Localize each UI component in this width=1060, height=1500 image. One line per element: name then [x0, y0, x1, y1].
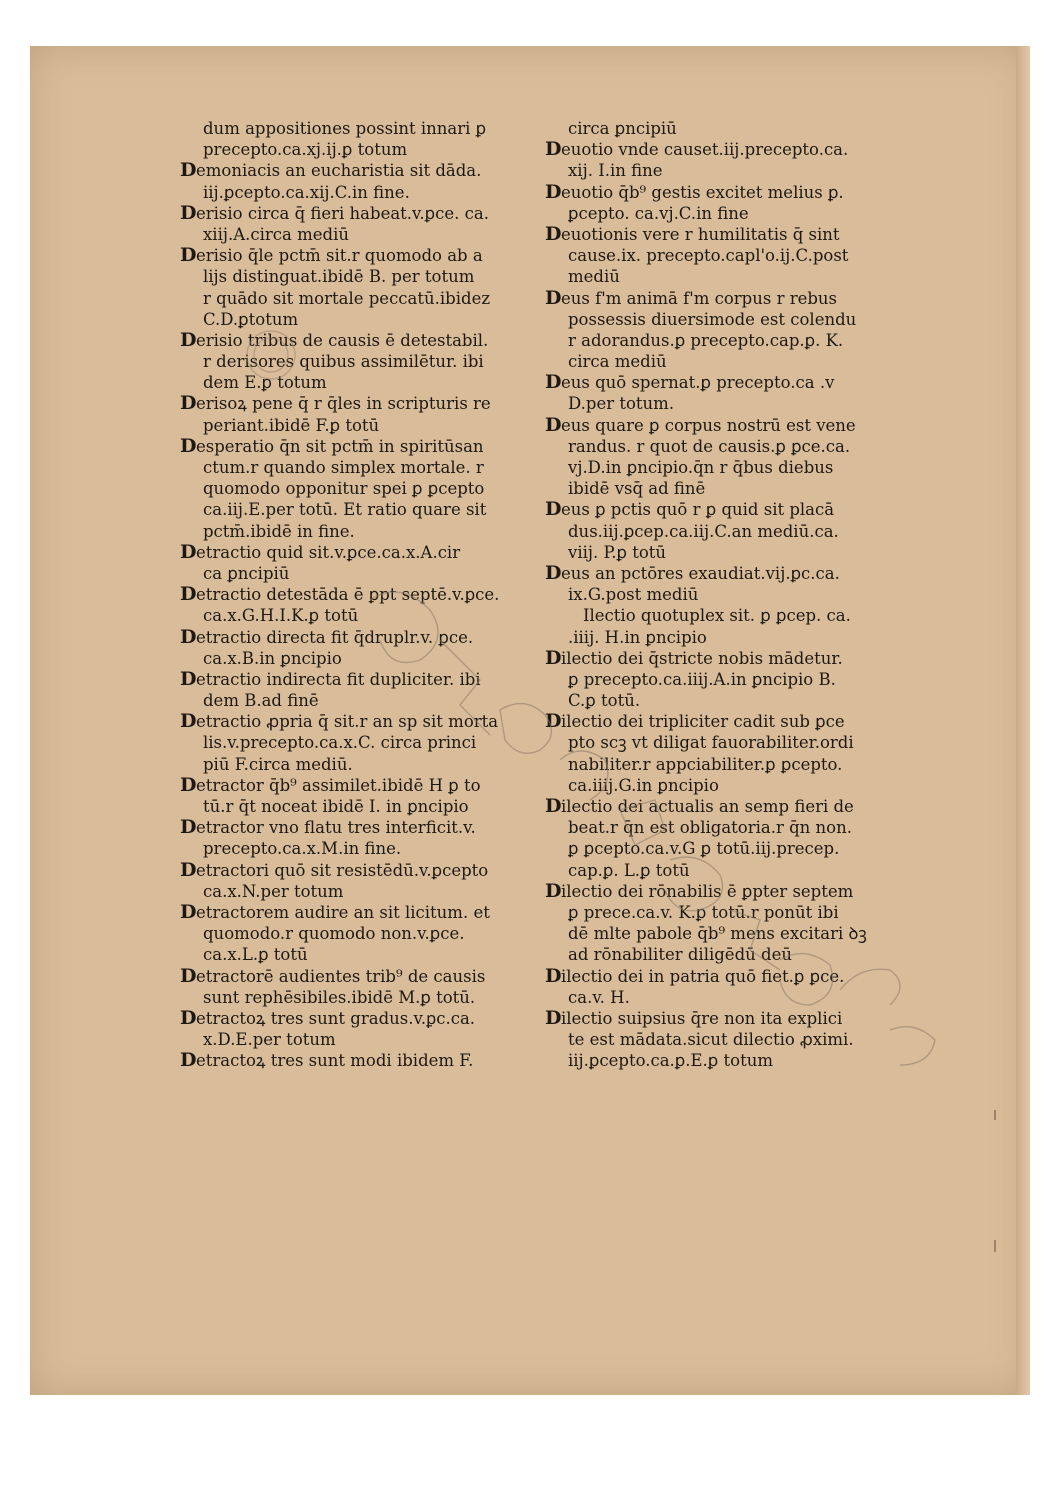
- line-text: ꝑ prece.ca.v. K.ꝑ totū.r ponūt ibi: [568, 902, 839, 922]
- initial-letter: D: [545, 286, 561, 309]
- initial-letter: D: [180, 667, 196, 690]
- right-column-line: [545, 754, 895, 775]
- line-text: cause.ix. precepto.capl'o.ij.C.post: [568, 246, 849, 266]
- line-text: etractori quō sit resistēdū.v.ꝑcepto: [195, 860, 489, 880]
- initial-letter: D: [545, 498, 561, 521]
- left-column-line: [180, 732, 530, 753]
- initial-letter: D: [545, 1006, 561, 1029]
- line-text: etractoꝝ tres sunt gradus.v.ꝑc.ca.: [195, 1008, 476, 1028]
- line-text: erisio circa q̄ fieri habeat.v.ꝑce. ca.: [195, 203, 489, 223]
- line-text: cap.ꝑ. L.ꝑ totū: [568, 860, 690, 880]
- line-text: circa ꝑncipiū: [568, 119, 677, 138]
- line-text: eus f'm animā f'm corpus r rebus: [560, 288, 838, 308]
- right-column-line: [545, 372, 895, 393]
- line-text: dē mlte pabole q̄b⁹ mens excitari ꝺꝫ: [568, 924, 867, 944]
- left-column-line: [180, 415, 530, 436]
- right-column-line: [545, 182, 895, 203]
- left-column-line: [180, 330, 530, 351]
- line-text: randus. r quot de causis.ꝑ ꝑce.ca.: [568, 436, 851, 456]
- left-column-line: [180, 118, 530, 139]
- right-column-line: [545, 966, 895, 987]
- right-column-line: [545, 860, 895, 881]
- line-text: ctum.r quando simplex mortale. r: [203, 458, 484, 477]
- margin-tick-marks: [970, 1100, 1000, 1260]
- right-column-line: [545, 881, 895, 902]
- initial-letter: D: [545, 879, 561, 902]
- line-text: nabiliter.r appciabiliter.ꝑ ꝑcepto.: [568, 754, 843, 774]
- initial-letter: D: [180, 900, 196, 923]
- left-column-line: [180, 563, 530, 584]
- right-column-line: [545, 393, 895, 414]
- right-column-line: [545, 203, 895, 224]
- right-column-line: [545, 796, 895, 817]
- line-text: ꝑ ꝑcepto.ca.v.G ꝑ totū.iij.precep.: [568, 839, 840, 859]
- line-text: ca.v. H.: [568, 987, 630, 1007]
- line-text: ca.iij.E.per totū. Et ratio quare sit: [203, 500, 487, 520]
- left-column-line: [180, 902, 530, 923]
- initial-letter: D: [180, 964, 196, 987]
- line-text: mediū: [568, 267, 620, 287]
- right-column-line: [545, 1050, 895, 1071]
- initial-letter: D: [545, 180, 561, 203]
- line-text: precepto.ca.xj.ij.ꝑ totum: [203, 140, 408, 160]
- initial-letter: D: [180, 1006, 196, 1029]
- line-text: dem E.ꝑ totum: [203, 373, 327, 393]
- left-column-line: [180, 436, 530, 457]
- line-text: D.per totum.: [568, 394, 675, 414]
- initial-letter: D: [545, 795, 561, 817]
- line-text: etractor vno flatu tres interficit.v.: [195, 818, 476, 838]
- line-text: etractio directa fit q̄druplr.v. ꝑce.: [195, 627, 474, 647]
- left-column-line: [180, 1029, 530, 1050]
- left-column-line: [180, 245, 530, 266]
- left-column-line: [180, 860, 530, 881]
- initial-letter: D: [545, 138, 561, 161]
- line-text: te est mādata.sicut dilectio ꝓximi.: [568, 1030, 854, 1050]
- right-column-line: [545, 266, 895, 287]
- line-text: eus ꝑ pctis quō r ꝑ quid sit placā: [560, 500, 835, 520]
- line-text: etractio detestāda ē ꝑpt septē.v.ꝑce.: [195, 585, 500, 605]
- right-column-line: [545, 605, 895, 626]
- right-column-line: [545, 987, 895, 1008]
- initial-letter: D: [545, 371, 561, 394]
- initial-letter: D: [180, 244, 196, 267]
- left-column-line: [180, 224, 530, 245]
- initial-letter: D: [180, 540, 196, 563]
- left-column-line: [180, 923, 530, 944]
- initial-letter: D: [180, 434, 196, 457]
- line-text: ca.x.G.H.I.K.ꝑ totū: [203, 606, 359, 626]
- left-column-line: [180, 817, 530, 838]
- left-column-line: [180, 309, 530, 330]
- line-text: lis.v.precepto.ca.x.C. circa princi: [203, 733, 477, 753]
- left-column-line: [180, 796, 530, 817]
- right-column-line: [545, 944, 895, 965]
- line-text: ca.x.B.in ꝑncipio: [203, 648, 342, 668]
- line-text: etractorē audientes trib⁹ de causis: [195, 966, 486, 986]
- line-text: quomodo.r quomodo non.v.ꝑce.: [203, 924, 465, 944]
- line-text: x.D.E.per totum: [203, 1030, 336, 1050]
- right-column-line: [545, 775, 895, 796]
- left-column-line: [180, 754, 530, 775]
- line-text: eus quō spernat.ꝑ precepto.ca .v: [560, 373, 835, 393]
- line-text: ilectio dei tripliciter cadit sub ꝑce: [560, 712, 845, 732]
- line-text: ꝑcepto. ca.vj.C.in fine: [568, 203, 749, 223]
- right-column-line: [545, 330, 895, 351]
- right-column-line: [545, 542, 895, 563]
- left-column-line: [180, 288, 530, 309]
- right-column-line: [545, 923, 895, 944]
- line-text: euotionis vere r humilitatis q̄ sint: [560, 224, 840, 244]
- initial-letter: D: [180, 1049, 196, 1072]
- line-text: ix.G.post mediū: [568, 585, 699, 605]
- line-text: ad rōnabiliter diligēdū deū: [568, 945, 792, 965]
- line-text: pto scꝫ vt diligat fauorabiliter.ordi: [568, 733, 854, 753]
- left-column-line: [180, 711, 530, 732]
- line-text: sunt rephēsibiles.ibidē M.ꝑ totū.: [203, 987, 476, 1007]
- line-text: beat.r q̄n est obligatoria.r q̄n non.: [568, 818, 852, 838]
- left-column-line: [180, 669, 530, 690]
- initial-letter: D: [545, 561, 561, 584]
- line-text: r adorandus.ꝑ precepto.cap.ꝑ. K.: [568, 330, 844, 350]
- line-text: erisio q̄le pctm̄ sit.r quomodo ab a: [195, 246, 483, 266]
- right-column-line: [545, 139, 895, 160]
- right-column-line: [545, 309, 895, 330]
- right-column-line: [545, 160, 895, 181]
- line-text: xij. I.in fine: [568, 161, 663, 181]
- left-column-line: [180, 203, 530, 224]
- line-text: etractio quid sit.v.ꝑce.ca.x.A.cir: [195, 542, 461, 562]
- initial-letter: D: [545, 646, 561, 669]
- initial-letter: D: [180, 583, 196, 606]
- line-text: euotio q̄b⁹ gestis excitet melius ꝑ.: [560, 182, 844, 202]
- left-column-line: [180, 372, 530, 393]
- line-text: eus an pctōres exaudiat.vij.ꝑc.ca.: [560, 563, 840, 583]
- line-text: tū.r q̄t noceat ibidē I. in ꝑncipio: [203, 797, 469, 816]
- left-column-line: [180, 881, 530, 902]
- left-column-line: [180, 966, 530, 987]
- right-column-line: [545, 118, 895, 139]
- left-column-line: [180, 1008, 530, 1029]
- index-column-right: [545, 118, 895, 1071]
- left-column-line: [180, 266, 530, 287]
- left-column-line: [180, 457, 530, 478]
- right-column-line: [545, 563, 895, 584]
- right-column-line: [545, 224, 895, 245]
- line-text: iij.ꝑcepto.ca.ꝑ.E.ꝑ totum: [568, 1051, 773, 1071]
- line-text: quomodo opponitur spei ꝑ ꝑcepto: [203, 479, 485, 499]
- right-column-line: [545, 1008, 895, 1029]
- line-text: ꝑ precepto.ca.iiij.A.in ꝑncipio B.: [568, 669, 836, 689]
- line-text: ibidē vsq̄ ad finē: [568, 479, 706, 499]
- line-text: etractoꝝ tres sunt modi ibidem F.: [195, 1051, 474, 1071]
- line-text: ca ꝑncipiū: [203, 563, 290, 583]
- right-column-line: [545, 690, 895, 711]
- line-text: erisio tribus de causis ē detestabil.: [195, 330, 489, 350]
- line-text: dus.iij.ꝑcep.ca.iij.C.an mediū.ca.: [568, 521, 839, 541]
- line-text: vj.D.in ꝑncipio.q̄n r q̄bus diebus: [568, 458, 834, 477]
- initial-letter: D: [545, 710, 561, 733]
- left-column-line: [180, 584, 530, 605]
- line-text: C.ꝑ totū.: [568, 691, 641, 711]
- right-column-line: [545, 478, 895, 499]
- right-column-line: [545, 436, 895, 457]
- left-column-line: [180, 182, 530, 203]
- line-text: ilectio dei q̄stricte nobis mādetur.: [560, 648, 843, 668]
- circular-stamp-mark: [236, 320, 306, 390]
- line-text: r quādo sit mortale peccatū.ibidez: [203, 288, 491, 308]
- left-column-line: [180, 478, 530, 499]
- line-text: etractio ꝓpria q̄ sit.r an sp sit morta: [195, 712, 499, 732]
- initial-letter: D: [180, 816, 196, 839]
- line-text: dum appositiones possint innari ꝑ: [203, 119, 487, 138]
- left-column-line: [180, 351, 530, 372]
- page-edge: [1016, 46, 1030, 1395]
- left-column-line: [180, 775, 530, 796]
- right-column-line: [545, 669, 895, 690]
- line-text: eus quare ꝑ corpus nostrū est vene: [560, 415, 856, 435]
- initial-letter: D: [180, 858, 196, 881]
- line-text: ilectio dei actualis an semp fieri de: [560, 797, 854, 816]
- right-column-line: [545, 627, 895, 648]
- left-column-line: [180, 944, 530, 965]
- right-column-line: [545, 732, 895, 753]
- left-column-line: [180, 627, 530, 648]
- line-text: etractorem audire an sit licitum. et: [195, 902, 490, 922]
- initial-letter: D: [180, 625, 196, 648]
- left-column-line: [180, 499, 530, 520]
- left-column-line: [180, 393, 530, 414]
- right-column-line: [545, 415, 895, 436]
- line-text: piū F.circa mediū.: [203, 754, 353, 774]
- line-text: erisoꝝ pene q̄ r q̄les in scripturis re: [195, 394, 491, 414]
- line-text: ca.iiij.G.in ꝑncipio: [568, 775, 719, 795]
- initial-letter: D: [180, 201, 196, 224]
- right-column-line: [545, 245, 895, 266]
- line-text: etractio indirecta fit dupliciter. ibi: [195, 669, 481, 689]
- left-column-line: [180, 838, 530, 859]
- initial-letter: D: [545, 222, 561, 245]
- right-column-line: [545, 499, 895, 520]
- initial-letter: D: [180, 328, 196, 351]
- left-column-line: [180, 648, 530, 669]
- line-text: lijs distinguat.ibidē B. per totum: [203, 267, 475, 287]
- line-text: esperatio q̄n sit pctm̄ in spiritūsan: [195, 436, 484, 456]
- line-text: viij. P.ꝑ totū: [568, 542, 667, 562]
- left-column-line: [180, 139, 530, 160]
- line-text: Ilectio quotuplex sit. ꝑ ꝑcep. ca.: [583, 606, 851, 626]
- left-column-line: [180, 605, 530, 626]
- initial-letter: D: [180, 159, 196, 182]
- line-text: C.D.ꝑtotum: [203, 309, 299, 329]
- line-text: r derisores quibus assimilētur. ibi: [203, 352, 484, 372]
- right-column-line: [545, 902, 895, 923]
- line-text: ca.x.L.ꝑ totū: [203, 945, 308, 965]
- left-column-line: [180, 160, 530, 181]
- initial-letter: D: [545, 964, 561, 987]
- line-text: periant.ibidē F.ꝑ totū: [203, 415, 380, 435]
- initial-letter: D: [180, 392, 196, 415]
- line-text: dem B.ad finē: [203, 691, 319, 711]
- right-column-line: [545, 648, 895, 669]
- line-text: etractor q̄b⁹ assimilet.ibidē H ꝑ to: [195, 775, 481, 795]
- right-column-line: [545, 288, 895, 309]
- line-text: pctm̄.ibidē in fine.: [203, 521, 355, 541]
- line-text: circa mediū: [568, 352, 667, 372]
- right-column-line: [545, 711, 895, 732]
- right-column-line: [545, 351, 895, 372]
- line-text: ilectio suipsius q̄re non ita explici: [560, 1008, 843, 1028]
- left-column-line: [180, 690, 530, 711]
- line-text: ilectio dei in patria quō fiet.ꝑ ꝑce.: [560, 966, 845, 986]
- line-text: euotio vnde causet.iij.precepto.ca.: [560, 140, 849, 160]
- left-column-line: [180, 521, 530, 542]
- right-column-line: [545, 521, 895, 542]
- right-column-line: [545, 838, 895, 859]
- initial-letter: D: [180, 710, 196, 733]
- right-column-line: [545, 1029, 895, 1050]
- left-column-line: [180, 1050, 530, 1071]
- line-text: possessis diuersimode est colendu: [568, 309, 857, 329]
- line-text: xiij.A.circa mediū: [203, 224, 349, 244]
- initial-letter: D: [545, 413, 561, 436]
- line-text: .iiij. H.in ꝑncipio: [568, 627, 707, 647]
- right-column-line: [545, 584, 895, 605]
- index-column-left: [180, 118, 530, 1071]
- line-text: precepto.ca.x.M.in fine.: [203, 839, 402, 859]
- line-text: iij.ꝑcepto.ca.xij.C.in fine.: [203, 182, 410, 202]
- left-column-line: [180, 542, 530, 563]
- left-column-line: [180, 987, 530, 1008]
- line-text: ilectio dei rōnabilis ē ꝑpter septem: [560, 881, 854, 901]
- initial-letter: D: [180, 773, 196, 796]
- right-column-line: [545, 457, 895, 478]
- line-text: ca.x.N.per totum: [203, 881, 344, 901]
- line-text: emoniacis an eucharistia sit dāda.: [195, 161, 482, 181]
- right-column-line: [545, 817, 895, 838]
